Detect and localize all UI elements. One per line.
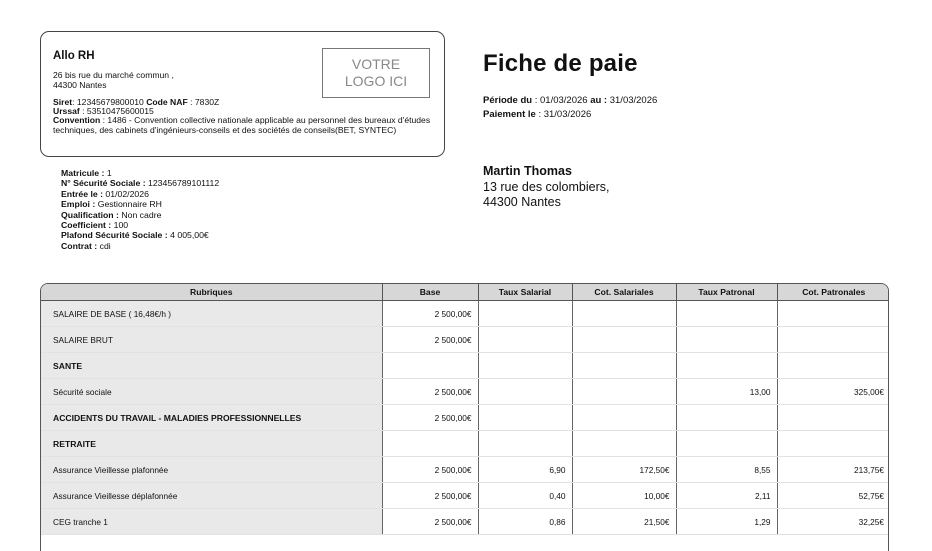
qualification-value: Non cadre — [118, 209, 162, 220]
contrat-label: Contrat : — [61, 240, 98, 251]
secu-line — [61, 178, 219, 188]
payment-label: Paiement le — [483, 109, 536, 120]
plafond-label: Plafond Sécurité Sociale : — [61, 230, 168, 241]
table-row — [41, 405, 889, 431]
cot-salariales-cell: 21,50€ — [572, 509, 676, 535]
recipient-name: Martin Thomas — [483, 164, 572, 178]
base-cell: 2 500,00€ — [382, 509, 478, 535]
cot-patronales-cell: 32,25€ — [777, 509, 889, 535]
qualification-line — [61, 210, 219, 220]
employer-info-box — [40, 31, 445, 157]
header-base: Base — [382, 284, 478, 301]
plafond-value: 4 005,00€ — [167, 230, 209, 241]
entree-value: 01/02/2026 — [103, 188, 149, 199]
taux-patronal-cell — [676, 353, 777, 379]
matricule-label: Matricule : — [61, 168, 105, 178]
secu-label: N° Sécurité Sociale : — [61, 178, 146, 189]
cot-patronales-cell: 213,75€ — [777, 457, 889, 483]
period-from: : 01/03/2026 — [532, 95, 591, 106]
taux-patronal-cell — [676, 301, 777, 327]
convention-line — [53, 116, 443, 134]
taux-patronal-cell: 8,55 — [676, 457, 777, 483]
company-name: Allo RH — [53, 50, 95, 62]
period-line — [483, 94, 657, 108]
convention-label: Convention — [53, 115, 101, 126]
taux-salarial-cell — [478, 327, 572, 353]
logo-placeholder — [322, 48, 430, 98]
header-taux-patronal: Taux Patronal — [676, 284, 777, 301]
payslip-table — [40, 283, 889, 551]
base-cell — [382, 431, 478, 457]
header-cot-patronales: Cot. Patronales — [777, 284, 889, 301]
period-label: Période du — [483, 95, 533, 106]
rubrique-cell: ACCIDENTS DU TRAVAIL - MALADIES PROFESSIONNELLES — [41, 405, 382, 431]
emploi-line — [61, 199, 219, 209]
taux-patronal-cell — [676, 327, 777, 353]
rubrique-cell: Assurance Vieillesse déplafonnée — [41, 483, 382, 509]
base-cell: 2 500,00€ — [382, 301, 478, 327]
recipient-address — [483, 164, 609, 211]
entree-label: Entrée le : — [61, 188, 104, 199]
table-row — [41, 301, 889, 327]
payment-date: : 31/03/2026 — [535, 109, 592, 120]
taux-patronal-cell: 13,00 — [676, 379, 777, 405]
qualification-label: Qualification : — [61, 209, 119, 220]
coefficient-line — [61, 220, 219, 230]
cot-patronales-cell — [777, 327, 889, 353]
cot-salariales-cell — [572, 405, 676, 431]
entree-line — [61, 189, 219, 199]
emploi-value: Gestionnaire RH — [95, 199, 162, 210]
header-rubriques: Rubriques — [41, 284, 382, 301]
table-row — [41, 353, 889, 379]
siret-label: Siret — [53, 97, 73, 107]
taux-salarial-cell: 6,90 — [478, 457, 572, 483]
cot-salariales-cell: 172,50€ — [572, 457, 676, 483]
siret-value: : 12345679800010 — [72, 97, 147, 107]
cot-patronales-cell — [777, 301, 889, 327]
period-to: 31/03/2026 — [607, 95, 658, 106]
secu-value: 123456789101112 — [145, 178, 220, 189]
naf-value: : 7830Z — [187, 97, 220, 107]
cot-patronales-cell — [777, 431, 889, 457]
urssaf-label: Urssaf — [53, 106, 80, 117]
taux-patronal-cell — [676, 431, 777, 457]
matricule-value: 1 — [104, 168, 112, 178]
table-row — [41, 431, 889, 457]
table-row — [41, 483, 889, 509]
table-header-row — [41, 284, 889, 301]
payment-line — [483, 108, 657, 122]
taux-patronal-cell: 1,29 — [676, 509, 777, 535]
cot-salariales-cell — [572, 431, 676, 457]
table-row — [41, 327, 889, 353]
header-taux-salarial: Taux Salarial — [478, 284, 572, 301]
taux-salarial-cell — [478, 405, 572, 431]
taux-patronal-cell: 2,11 — [676, 483, 777, 509]
table-row — [41, 379, 889, 405]
rubrique-cell: SANTE — [41, 353, 382, 379]
table-row — [41, 457, 889, 483]
base-cell: 2 500,00€ — [382, 405, 478, 431]
base-cell: 2 500,00€ — [382, 483, 478, 509]
period-to-label: au : — [590, 95, 608, 106]
header-cot-salariales: Cot. Salariales — [572, 284, 676, 301]
cot-salariales-cell: 10,00€ — [572, 483, 676, 509]
base-cell: 2 500,00€ — [382, 457, 478, 483]
matricule-line — [61, 168, 219, 178]
convention-value: : 1486 - Convention collective nationale applicable au personnel des bureaux d'études techniques, des cabinets d'ingénieurs-conseils et des sociétés de conseils(BET, SYNTEC) — [53, 115, 431, 135]
coefficient-label: Coefficient : — [61, 220, 112, 231]
employee-details — [61, 168, 219, 251]
rubrique-cell: SALAIRE BRUT — [41, 327, 382, 353]
recipient-street: 13 rue des colombiers, — [483, 179, 610, 194]
taux-patronal-cell — [676, 405, 777, 431]
page-title: Fiche de paie — [483, 50, 638, 77]
company-address — [53, 71, 174, 90]
logo-line2: LOGO ICI — [344, 73, 408, 89]
taux-salarial-cell — [478, 431, 572, 457]
company-address-line1: 26 bis rue du marché commun , — [53, 70, 174, 80]
table-body — [41, 301, 889, 535]
base-cell — [382, 353, 478, 379]
cot-salariales-cell — [572, 301, 676, 327]
cot-salariales-cell — [572, 353, 676, 379]
logo-line1: VOTRE — [351, 56, 401, 72]
base-cell: 2 500,00€ — [382, 327, 478, 353]
emploi-label: Emploi : — [61, 199, 96, 210]
cot-salariales-cell — [572, 327, 676, 353]
table-row — [41, 509, 889, 535]
recipient-city: 44300 Nantes — [483, 195, 561, 209]
rubrique-cell: RETRAITE — [41, 431, 382, 457]
rubrique-cell: SALAIRE DE BASE ( 16,48€/h ) — [41, 301, 382, 327]
naf-label: Code NAF — [146, 97, 188, 107]
cot-patronales-cell: 52,75€ — [777, 483, 889, 509]
cot-patronales-cell — [777, 405, 889, 431]
plafond-line — [61, 230, 219, 240]
rubrique-cell: CEG tranche 1 — [41, 509, 382, 535]
urssaf-value: : 53510475600015 — [79, 106, 154, 117]
rubrique-cell: Sécurité sociale — [41, 379, 382, 405]
coefficient-value: 100 — [111, 220, 129, 231]
taux-salarial-cell — [478, 379, 572, 405]
taux-salarial-cell: 0,40 — [478, 483, 572, 509]
taux-salarial-cell — [478, 301, 572, 327]
taux-salarial-cell — [478, 353, 572, 379]
taux-salarial-cell: 0,86 — [478, 509, 572, 535]
contrat-value: cdi — [97, 240, 111, 251]
contributions-table — [41, 284, 889, 535]
pay-period — [483, 94, 657, 122]
company-identifiers — [53, 98, 443, 135]
cot-patronales-cell: 325,00€ — [777, 379, 889, 405]
contrat-line — [61, 241, 219, 251]
cot-patronales-cell — [777, 353, 889, 379]
cot-salariales-cell — [572, 379, 676, 405]
base-cell: 2 500,00€ — [382, 379, 478, 405]
rubrique-cell: Assurance Vieillesse plafonnée — [41, 457, 382, 483]
company-address-line2: 44300 Nantes — [53, 79, 107, 90]
